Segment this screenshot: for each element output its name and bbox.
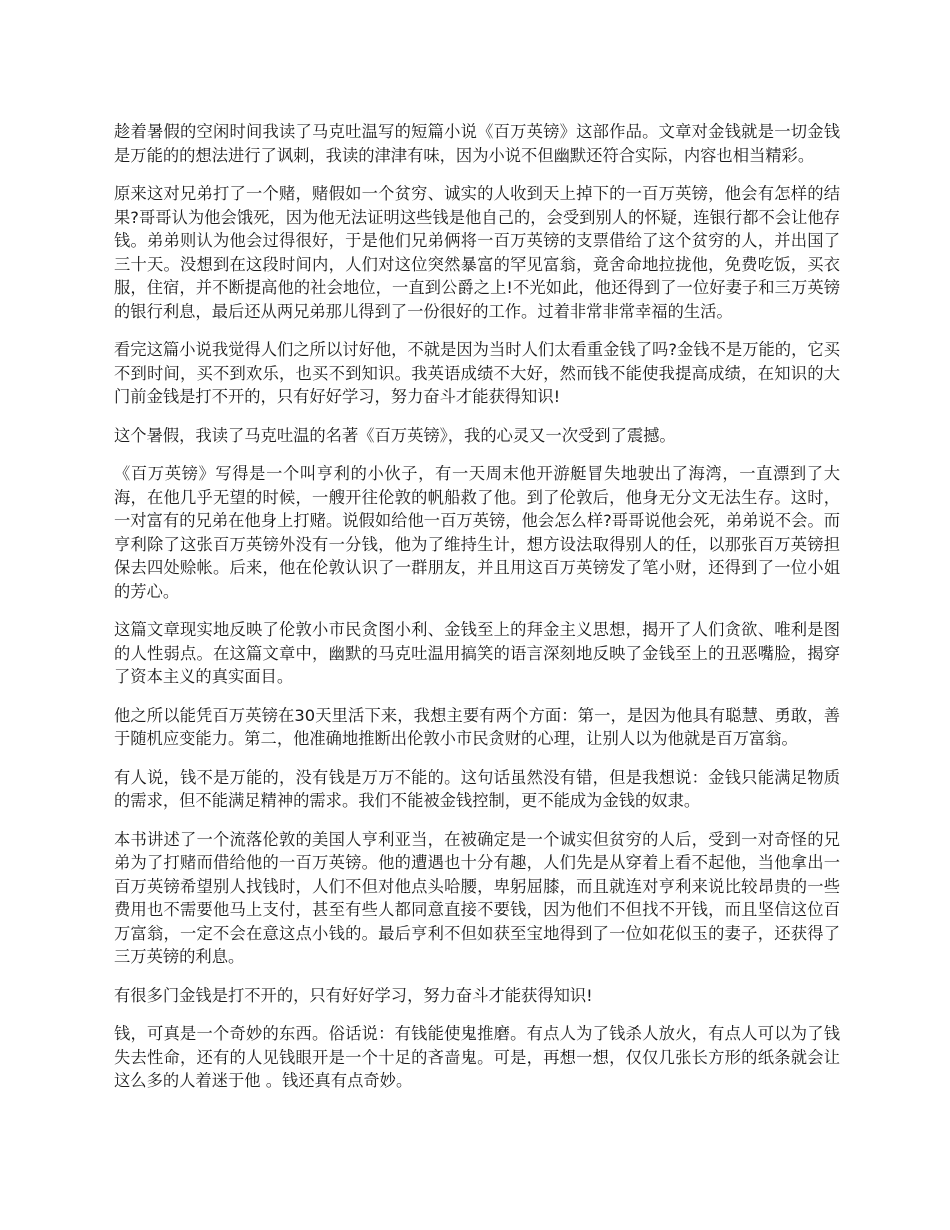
paragraph-1: 趁着暑假的空闲时间我读了马克吐温写的短篇小说《百万英镑》这部作品。文章对金钱就是一切金钱是万能的的想法进行了讽刺，我读的津津有味，因为小说不但幽默还符合实际，内容也相当精彩。 xyxy=(114,122,840,165)
paragraph-4: 这个暑假，我读了马克吐温的名著《百万英镑》，我的心灵又一次受到了震撼。 xyxy=(114,425,676,445)
paragraph-8: 有人说，钱不是万能的，没有钱是万万不能的。这句话虽然没有错，但是我想说：金钱只能满足物质的需求，但不能满足精神的需求。我们不能被金钱控制，更不能成为金钱的奴隶。 xyxy=(114,767,840,810)
paragraph-2: 原来这对兄弟打了一个赌，赌假如一个贫穷、诚实的人收到天上掉下的一百万英镑，他会有怎样的结果?哥哥认为他会饿死，因为他无法证明这些钱是他自己的，会受到别人的怀疑，连银行都不会让他存钱。弟弟则认为他会过得很好，于是他们兄弟俩将一百万英镑的支票借给了这个贫穷的人，并出国了三十天。没想到在这段时间内，人们对这位突然暴富的罕见富翁，竟舍命地拉拢他，免费吃饭，买衣服，住宿，并不断提高他的社会地位，一直到公爵之上!不光如此，他还得到了一位好妻子和三万英镑的银行利息，最后还从两兄弟那儿得到了一份很好的工作。过着非常非常幸福的生活。 xyxy=(114,184,840,321)
paragraph-6: 这篇文章现实地反映了伦敦小市民贪图小利、金钱至上的拜金主义思想，揭开了人们贪欲、唯利是图的人性弱点。在这篇文章中，幽默的马克吐温用搞笑的语言深刻地反映了金钱至上的丑恶嘴脸，揭穿了资本主义的真实面目。 xyxy=(114,620,840,686)
paragraph-5: 《百万英镑》写得是一个叫亨利的小伙子，有一天周末他开游艇冒失地驶出了海湾，一直漂到了大海，在他几乎无望的时候，一艘开往伦敦的帆船救了他。到了伦敦后，他身无分文无法生存。这时，一对富有的兄弟在他身上打赌。说假如给他一百万英镑，他会怎么样?哥哥说他会死，弟弟说不会。而亨利除了这张百万英镑外没有一分钱，他为了维持生计，想方设法取得别人的任，以那张百万英镑担保去四处赊帐。后来，他在伦敦认识了一群朋友，并且用这百万英镑发了笔小财，还得到了一位小姐的芳心。 xyxy=(114,464,840,601)
paragraph-7: 他之所以能凭百万英镑在30天里活下来，我想主要有两个方面：第一，是因为他具有聪慧、勇敢，善于随机应变能力。第二，他准确地推断出伦敦小市民贪财的心理，让别人以为他就是百万富翁。 xyxy=(114,705,840,748)
paragraph-9: 本书讲述了一个流落伦敦的美国人亨利亚当，在被确定是一个诚实但贫穷的人后，受到一对奇怪的兄弟为了打赌而借给他的一百万英镑。他的遭遇也十分有趣，人们先是从穿着上看不起他，当他拿出一百万英镑希望别人找钱时，人们不但对他点头哈腰，卑躬屈膝，而且就连对亨利来说比较昂贵的一些费用也不需要他马上支付，甚至有些人都同意直接不要钱，因为他们不但找不开钱，而且坚信这位百万富翁，一定不会在意这点小钱的。最后亨利不但如获至宝地得到了一位如花似玉的妻子，还获得了三万英镑的利息。 xyxy=(114,829,840,966)
paragraph-11: 钱，可真是一个奇妙的东西。俗话说：有钱能使鬼推磨。有点人为了钱杀人放火，有点人可以为了钱失去性命，还有的人见钱眼开是一个十足的吝啬鬼。可是，再想一想，仅仅几张长方形的纸条就会让这么多的人着迷于他 。钱还真有点奇妙。 xyxy=(114,1024,840,1090)
paragraph-3: 看完这篇小说我觉得人们之所以讨好他，不就是因为当时人们太看重金钱了吗?金钱不是万能的，它买不到时间，买不到欢乐，也买不到知识。我英语成绩不大好，然而钱不能使我提高成绩，在知识的大门前金钱是打不开的，只有好好学习，努力奋斗才能获得知识! xyxy=(114,340,840,406)
paragraph-10: 有很多门金钱是打不开的，只有好好学习，努力奋斗才能获得知识! xyxy=(114,985,593,1005)
document-body xyxy=(114,120,840,1108)
